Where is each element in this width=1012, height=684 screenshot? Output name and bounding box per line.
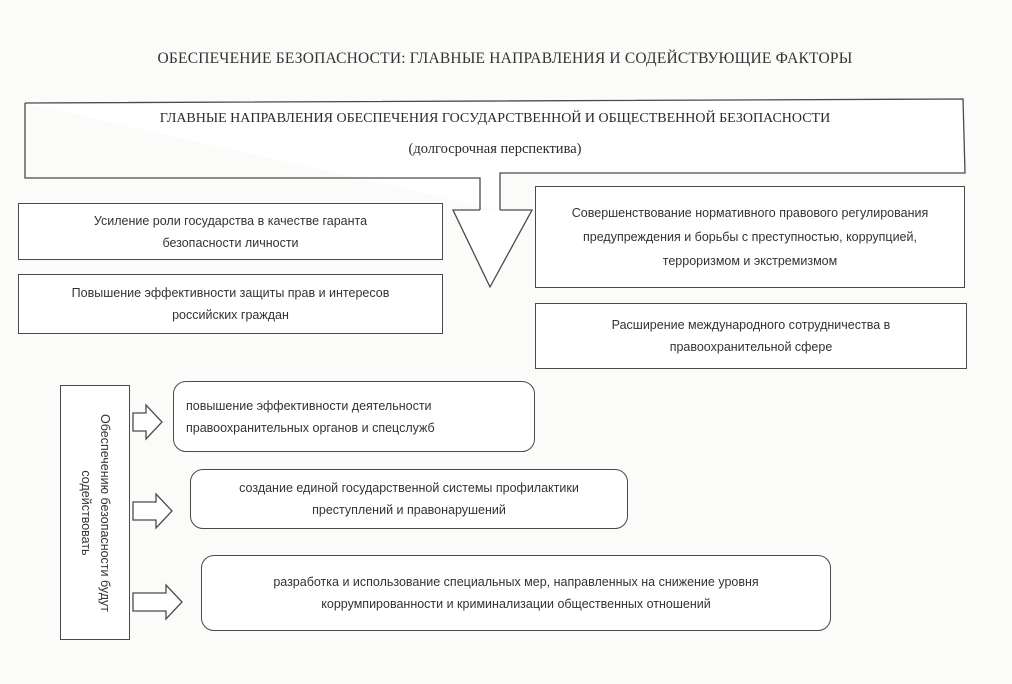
- factors-label-box: [60, 385, 130, 640]
- factor-text: создание единой государственной системы профилактики преступлений и правонарушений: [239, 481, 579, 517]
- header-title: ГЛАВНЫЕ НАПРАВЛЕНИЯ ОБЕСПЕЧЕНИЯ ГОСУДАРСТВЕННОЙ И ОБЩЕСТВЕННОЙ БЕЗОПАСНОСТИ: [159, 110, 831, 126]
- factors-label: Обеспечению безопасности будут содействовать: [79, 413, 112, 612]
- right-arrow-icon: [133, 585, 182, 619]
- direction-box-right-2: [535, 303, 967, 369]
- header-subtitle: (долгосрочная перспектива): [408, 140, 582, 157]
- direction-box-right-1: [535, 186, 965, 288]
- factor-box-2: [190, 469, 628, 529]
- factor-text: повышение эффективности деятельности правоохранительных органов и спецслужб: [186, 398, 435, 435]
- factor-box-1: [173, 381, 535, 452]
- direction-text: Расширение международного сотрудничества в правоохранительной сфере: [611, 318, 891, 354]
- direction-text: Усиление роли государства в качестве гаранта безопасности личности: [93, 213, 368, 250]
- right-arrow-icon: [133, 494, 172, 528]
- factor-box-3: [201, 555, 831, 631]
- right-arrow-icon: [133, 405, 162, 439]
- direction-text: Совершенствование нормативного правового регулирования предупреждения и борьбы с преступностью, коррупцией, терроризмом и экстремизмом: [571, 206, 929, 268]
- direction-box-left-1: [18, 203, 443, 260]
- direction-box-left-2: [18, 274, 443, 334]
- down-arrow-icon: [453, 210, 532, 287]
- diagram-title: ОБЕСПЕЧЕНИЕ БЕЗОПАСНОСТИ: ГЛАВНЫЕ НАПРАВЛЕНИЯ И СОДЕЙСТВУЮЩИЕ ФАКТОРЫ: [157, 50, 853, 67]
- direction-text: Повышение эффективности защиты прав и интересов российских граждан: [71, 286, 390, 322]
- factor-text: разработка и использование специальных мер, направленных на снижение уровня коррумпированности и криминализации общественных отношений: [273, 575, 759, 611]
- header-box: [26, 104, 964, 172]
